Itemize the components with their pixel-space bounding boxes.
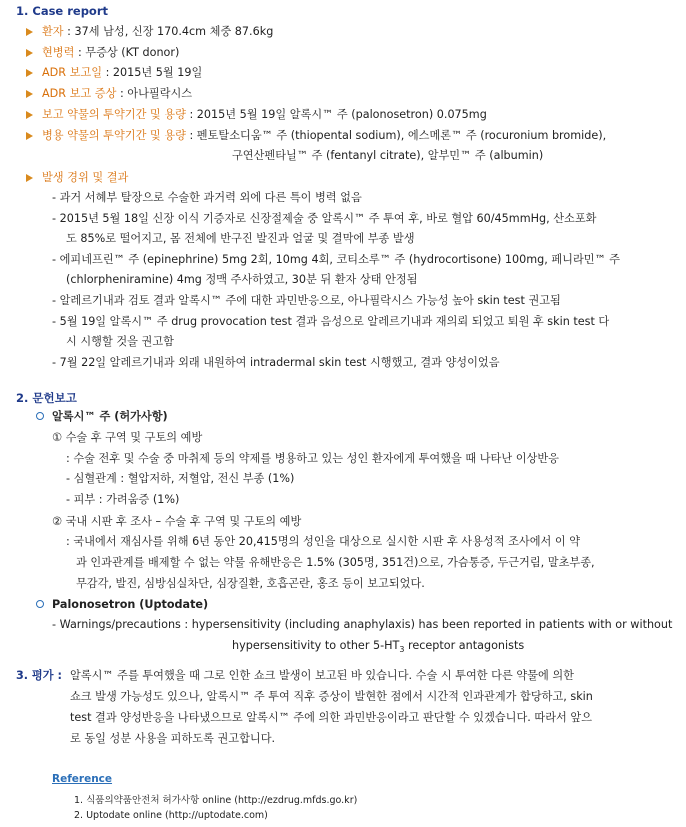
adr-symptom-label: ADR 보고 증상 — [42, 87, 117, 100]
subscript-3: 3 — [399, 645, 405, 655]
item2-line: 과 인과관계를 배제할 수 없는 약물 유해반응은 1.5% (305명, 351건)으로, 가슴통증, 두근거림, 말초부종, — [76, 556, 595, 569]
concomitant-drug-value-cont: 구연산펜타닐™ 주 (fentanyl citrate), 알부민™ 주 (albumin) — [232, 149, 544, 162]
adr-date-value: : 2015년 5월 19일 — [102, 66, 203, 79]
bullet-triangle-icon — [26, 90, 33, 98]
evaluation-line: test 결과 양성반응을 나타냈으므로 알록시™ 주에 의한 과민반응이라고 판단할 수 있겠습니다. 따라서 앞으 — [70, 711, 592, 724]
reported-drug-value: : 2015년 5월 19일 알록시™ 주 (palonosetron) 0.075mg — [185, 108, 487, 121]
palonosetron-line-cont-b: receptor antagonists — [404, 639, 525, 652]
course-item: - 5월 19일 알록시™ 주 drug provocation test 결과 음성으로 알레르기내과 재의뢰 되었고 퇴원 후 skin test 다 — [52, 315, 610, 328]
bullet-triangle-icon — [26, 28, 33, 36]
adr-date-label: ADR 보고일 — [42, 66, 103, 79]
bullet-circle-icon — [36, 600, 44, 608]
palonosetron-line-cont — [232, 638, 524, 658]
patient-row — [26, 24, 273, 40]
history-row — [26, 45, 179, 61]
item1-line: - 심혈관계 : 혈압저하, 저혈압, 전신 부종 (1%) — [66, 472, 295, 485]
patient-value: : 37세 남성, 신장 170.4cm 체중 87.6kg — [63, 25, 274, 38]
course-item: - 알레르기내과 검토 결과 알록시™ 주에 대한 과민반응으로, 아나필락시스 가능성 높아 skin test 권고됨 — [52, 294, 561, 307]
history-label: 현병력 — [42, 46, 75, 59]
item1-heading: ① 수술 후 구역 및 구토의 예방 — [52, 431, 203, 444]
item1-line: : 수술 전후 및 수술 중 마취제 등의 약제를 병용하고 있는 성인 환자에게 투여했을 때 나타난 이상반응 — [66, 452, 559, 465]
evaluation-line: 로 동일 성분 사용을 피하도록 권고합니다. — [70, 732, 276, 745]
evaluation-line: 알록시™ 주를 투여했을 때 그로 인한 쇼크 발생이 보고된 바 있습니다. 수술 시 투여한 다른 약물에 의한 — [70, 669, 574, 682]
course-item-cont: 시 시행할 것을 권고함 — [66, 335, 174, 348]
palonosetron-heading-row — [36, 597, 208, 613]
aloxi-heading-row — [36, 409, 168, 425]
bullet-triangle-icon — [26, 132, 33, 140]
adr-date-row — [26, 65, 202, 81]
aloxi-heading: 알록시™ 주 (허가사항) — [52, 410, 168, 423]
course-item: - 7월 22일 알레르기내과 외래 내원하여 intradermal skin test 시행했고, 결과 양성이었음 — [52, 356, 500, 369]
concomitant-drug-label: 병용 약물의 투약기간 및 용량 — [42, 129, 186, 142]
reported-drug-label: 보고 약물의 투약기간 및 용량 — [42, 108, 186, 121]
section-3-title: 3. 평가 : — [16, 669, 62, 682]
course-row — [26, 170, 128, 186]
course-item: - 에피네프린™ 주 (epinephrine) 5mg 2회, 10mg 4회, 코티소루™ 주 (hydrocortisone) 100mg, 페니라민™ 주 — [52, 253, 621, 266]
bullet-circle-icon — [36, 412, 44, 420]
bullet-triangle-icon — [26, 49, 33, 57]
adr-symptom-value: : 아나필락시스 — [116, 87, 193, 100]
evaluation-line: 쇼크 발생 가능성도 있으나, 알록시™ 주 투여 직후 증상이 발현한 점에서 시간적 인과관계가 합당하고, skin — [70, 690, 593, 703]
concomitant-drug-value: : 펜토탈소디움™ 주 (thiopental sodium), 에스메론™ 주 (rocuronium bromide), — [185, 129, 607, 142]
item2-line: : 국내에서 재심사를 위해 6년 동안 20,415명의 성인을 대상으로 실시한 시판 후 사용성적 조사에서 이 약 — [66, 535, 581, 548]
concomitant-drug-row — [26, 128, 606, 144]
reference-title: Reference — [52, 773, 113, 785]
reference-item: 2. Uptodate online (http://uptodate.com) — [74, 810, 268, 821]
palonosetron-line: - Warnings/precautions : hypersensitivity (including anaphylaxis) has been reported in patients with or without — [52, 618, 673, 631]
palonosetron-heading: Palonosetron (Uptodate) — [52, 598, 209, 611]
bullet-triangle-icon — [26, 69, 33, 77]
course-item: - 과거 서혜부 탈장으로 수술한 과거력 외에 다른 특이 병력 없음 — [52, 191, 362, 204]
palonosetron-line-cont-a: hypersensitivity to other 5-HT — [232, 639, 400, 652]
course-item-cont: (chlorpheniramine) 4mg 정맥 주사하였고, 30분 뒤 환자 상태 안정됨 — [66, 273, 418, 286]
reference-item: 1. 식품의약품안전처 허가사항 online (http://ezdrug.mfds.go.kr) — [74, 795, 358, 806]
section-1-title: 1. Case report — [16, 4, 108, 18]
bullet-triangle-icon — [26, 111, 33, 119]
bullet-triangle-icon — [26, 174, 33, 182]
item1-line: - 피부 : 가려움증 (1%) — [66, 493, 180, 506]
reported-drug-row — [26, 107, 487, 123]
item2-heading: ② 국내 시판 후 조사 – 수술 후 구역 및 구토의 예방 — [52, 515, 302, 528]
history-value: : 무증상 (KT donor) — [74, 46, 180, 59]
course-item-cont: 도 85%로 떨어지고, 몸 전체에 반구진 발진과 얼굴 및 결막에 부종 발생 — [66, 232, 415, 245]
section-2-title: 2. 문헌보고 — [16, 391, 77, 405]
adr-symptom-row — [26, 86, 192, 102]
patient-label: 환자 — [42, 25, 64, 38]
course-item: - 2015년 5월 18일 신장 이식 기증자로 신장절제술 중 알록시™ 주 투여 후, 바로 혈압 60/45mmHg, 산소포화 — [52, 212, 597, 225]
item2-line: 무감각, 발진, 심방심실차단, 심장질환, 호흡곤란, 홍조 등이 보고되었다. — [76, 577, 425, 590]
course-label: 발생 경위 및 결과 — [42, 171, 129, 184]
